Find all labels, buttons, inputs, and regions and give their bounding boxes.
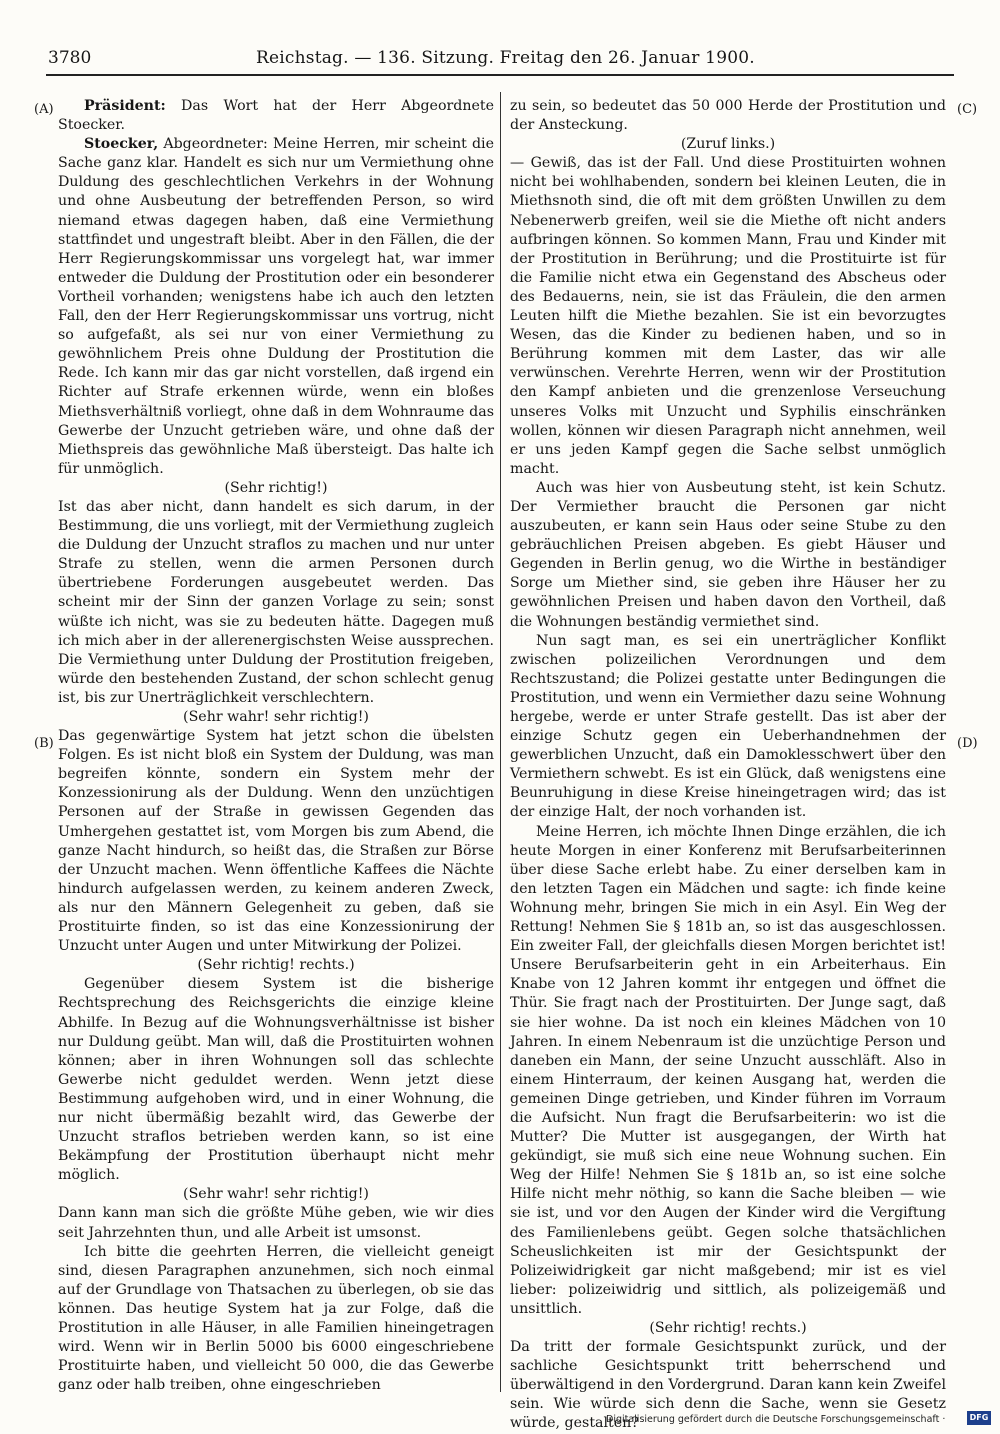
margin-mark-c: (C) bbox=[957, 102, 978, 117]
page-number: 3780 bbox=[48, 48, 92, 68]
interjection: (Sehr wahr! sehr richtig!) bbox=[183, 709, 369, 725]
dfg-logo: DFG bbox=[967, 1411, 991, 1425]
paragraph: Das gegenwärtige System hat jetzt schon die übelsten Folgen. Es ist nicht bloß ein System der Duldung, was man begreifen könnte, sondern ein System mehr der Konzessionirung als der Duldung. Wenn den unzüchtigen Personen auf der Straße in gewissen Gegenden das Umhergehen gestattet ist, vom Morgen bis zum Abend, die ganze Nacht hindurch, so heißt das, die Straßen zur Börse der Unzucht machen. Wenn öffentliche Kaffees die Nächte hindurch aufgelassen werden, zu keinem anderen Zweck, als nur den Männern Gelegenheit zu geben, daß sie Prostituirte finden, so ist das eine Konzessionirung der Unzucht unter Augen und unter Mitwirkung der Polizei. bbox=[58, 728, 494, 955]
margin-mark-a: (A) bbox=[34, 102, 54, 117]
paragraph bbox=[58, 135, 494, 479]
paragraph: Dann kann man sich die größte Mühe geben, wie wir dies seit Jahrzehnten thun, und alle Arbeit ist umsonst. bbox=[58, 1205, 494, 1241]
interjection: (Sehr richtig!) bbox=[224, 479, 328, 496]
margin-mark-b: (B) bbox=[34, 736, 54, 751]
speech-text: Das Wort hat der Herr Abgeordnete Stoecker. bbox=[58, 98, 494, 134]
interjection: (Sehr richtig! rechts.) bbox=[649, 1320, 807, 1336]
interjection: (Sehr richtig! rechts.) bbox=[197, 957, 355, 974]
paragraph: Auch was hier von Ausbeutung steht, ist kein Schutz. Der Vermiether braucht die Personen gar nicht auszubeuten, er kann sein Haus oder seine Stube zu den gebräuchlichen Preisen abgeben. Es giebt Häuser und Gegenden in Berlin genug, wo die Wirthe in beständiger Sorge um Miether sind, sie geben ihre Häuser her zu gewöhnlichen Preisen und haben davon den Vortheil, daß die Wohnungen beständig vermiethet sind. bbox=[510, 479, 946, 630]
paragraph: Ich bitte die geehrten Herren, die vielleicht geneigt sind, diesen Paragraphen anzunehmen, sich noch einmal auf der Grundlage von Thatsachen zu überlegen, ob sie das können. Das heutige System hat ja zur Folge, daß die Prostitution in alle Häuser, in alle Familien hineingetragen wird. Wenn wir in Berlin 5000 bis 6000 eingeschriebene Prostituirte haben, und vielleicht 50 000, die das Gewerbe ganz oder halb treiben, ohne eingeschrieben bbox=[58, 1243, 494, 1394]
page-header bbox=[46, 44, 954, 76]
paragraph: — Gewiß, das ist der Fall. Und diese Prostituirten wohnen nicht bei wohlhabenden, sondern bei kleinen Leuten, die in Miethsnoth sind, die oft mit dem größten Unwillen zu dem Nebenerwerb greifen, weil sie die Miethe oft nicht anders aufbringen können. So kommen Mann, Frau und Kinder mit der Prostitution in Berührung; und die Prostituirte ist für die Familie nicht etwa ein Gegenstand des Abscheus oder des Bedauerns, nein, sie ist das Fräulein, die den armen Leuten hilft die Miethe bezahlen. Sie ist ein bevorzugtes Wesen, das die Kinder zu bedienen haben, und so in Berührung kommen mit dem Laster, das wir alle verwünschen. Verehrte Herren, wenn wir der Prostitution den Kampf anbieten und die grenzenlose Verseuchung unseres Volks mit Unzucht und Syphilis einschränken wollen, können wir diesen Paragraph nicht annehmen, weil er uns jeden Kampf gegen die Sache selbst unmöglich macht. bbox=[510, 155, 946, 477]
interjection: (Sehr wahr! sehr richtig!) bbox=[183, 1186, 369, 1203]
paragraph: zu sein, so bedeutet das 50 000 Herde der Prostitution und der Ansteckung. bbox=[510, 98, 946, 134]
digitization-credit: Digitalisierung gefördert durch die Deutsche Forschungsgemeinschaft · bbox=[606, 1414, 946, 1425]
paragraph: Gegenüber diesem System ist die bisherige Rechtsprechung des Reichsgerichts die einzige kleine Abhilfe. In Bezug auf die Wohnungsverhältnisse ist bisher nur Duldung geübt. Man will, daß die Prostituirten wohnen können; aber in ihren Wohnungen soll das schlechte Gewerbe nicht geduldet werden. Wenn jetzt diese Bestimmung aufgehoben wird, und in einer Wohnung, die nur nicht übermäßig bezahlt wird, das Gewerbe der Unzucht straflos betrieben werden kann, so ist eine Bekämpfung der Prostitution überhaupt nicht mehr möglich. bbox=[58, 976, 494, 1184]
margin-mark-d: (D) bbox=[957, 736, 978, 751]
paragraph: Meine Herren, ich möchte Ihnen Dinge erzählen, die ich heute Morgen in einer Konferenz mit Berufsarbeiterinnen über diese Sache erlebt habe. Zu einer derselben kam in den letzten Tagen ein Mädchen und sagte: ich finde keine Wohnung mehr, bringen Sie mich in ein Asyl. Ein Weg der Rettung! Nehmen Sie § 181b an, so ist das ausgeschlossen. Ein zweiter Fall, der gleichfalls diesen Morgen berichtet ist! Unsere Berufsarbeiterin geht in ein Arbeiterhaus. Ein Knabe von 12 Jahren kommt ihr entgegen und öffnet die Thür. Sie fragt nach der Prostituirten. Der Junge sagt, daß sie hier wohne. Da ist noch ein kleines Mädchen von 10 Jahren. In einem Nebenraum ist die unzüchtige Person und daneben ein Mann, der seine Unzucht ausschläft. Also in einem Hinterraum, der keinen Ausgang hat, werden die gemeinen Dinge getrieben, und Kinder führen im Vorraum die Aufsicht. Nun fragt die Berufsarbeiterin: wo ist die Mutter? Die Mutter ist ausgegangen, der Wirth hat gekündigt, sie muß sich eine neue Wohnung suchen. Ein Weg der Hilfe! Nehmen Sie § 181b an, so ist eine solche Hilfe nicht mehr nöthig, so kann die Sache bleiben — wie sie ist, und vor den Augen der Kinder wird die Vergiftung des Familienlebens geübt. Gegen solche thatsächlichen Scheuslichkeiten ist mir der Gesichtspunkt der Polizeiwidrigkeit gar nicht maßgebend; mir ist es viel lieber: polizeiwidrig und sittlich, als polizeigemäß und unsittlich. bbox=[510, 823, 946, 1317]
left-column bbox=[58, 97, 494, 1394]
speaker-name: Stoecker, bbox=[84, 136, 159, 153]
interjection: (Zuruf links.) bbox=[680, 136, 776, 153]
header-rule bbox=[46, 74, 954, 76]
running-title: Reichstag. — 136. Sitzung. Freitag den 26. Januar 1900. bbox=[256, 48, 755, 68]
column-divider bbox=[500, 92, 501, 1392]
paragraph: Ist das aber nicht, dann handelt es sich darum, in der Bestimmung, die uns vorliegt, mit der Vermiethung zugleich die Duldung der Unzucht straflos zu machen und nur unter Strafe zu stellen, wenn die armen Personen durch übertriebene Forderungen ausgebeutet werden. Das scheint mir der Sinn der ganzen Vorlage zu sein; sonst wüßte ich nicht, was sie zu bedeuten hätte. Dagegen muß ich mich aber in der allerenergischsten Weise aussprechen. Die Vermiethung unter Duldung der Prostitution freigeben, würde den bestehenden Zustand, der schon schlecht genug ist, bis zur Unerträglichkeit verschlechtern. bbox=[58, 498, 494, 706]
paragraph bbox=[58, 97, 494, 135]
paragraph: Nun sagt man, es sei ein unerträglicher Konflikt zwischen polizeilichen Verordnungen und dem Rechtszustand; die Polizei gestatte unter Bedingungen die Prostitution, und wenn ein Vermiether dazu seine Wohnung hergebe, werde er unter Strafe gestellt. Das ist aber der einzige Schutz gegen ein Ueberhandnehmen der gewerblichen Unzucht, daß ein Damoklesschwert über den Vermiethern schwebt. Es ist ein Glück, daß wenigstens eine Beunruhigung in diese Kreise hineingetragen wird; das ist der einzige Halt, der noch vorhanden ist. bbox=[510, 632, 946, 821]
speaker-name: Präsident: bbox=[84, 98, 166, 114]
speech-text: Abgeordneter: Meine Herren, mir scheint die Sache ganz klar. Handelt es sich nur um Vermiethung ohne Duldung des geschlechtlichen Verkehrs in der Wohnung und ohne Ausbeutung der betreffenden Person, so wird niemand etwas dagegen haben, daß eine Vermiethung stattfindet und ungestraft bleibt. Aber in den Fällen, die der Herr Regierungskommissar uns vorgelegt hat, war immer entweder die Duldung der Prostitution oder ein besonderer Vortheil vorhanden; wenigstens habe ich auch den letzten Fall, den der Herr Regierungskommissar uns vortrug, nicht so aufgefaßt, als sei nur von einer Vermiethung zu gewöhnlichem Preis ohne Duldung der Prostitution die Rede. Ich kann mir das gar nicht vorstellen, daß irgend ein Richter auf Strafe erkennen würde, wenn ein bloßes Miethsverhältniß vorliegt, ohne daß in dem Wohnraume das Gewerbe der Unzucht getrieben wäre, und ohne daß der Miethspreis das gewöhnliche Maß übersteigt. Das halte ich für unmöglich. bbox=[58, 136, 494, 477]
paragraph: Da tritt der formale Gesichtspunkt zurück, und der sachliche Gesichtspunkt tritt beherrschend und überwältigend in den Vordergrund. Daran kann kein Zweifel sein. Wie würde sich denn die Sache, wenn sie Gesetz würde, gestalten? bbox=[510, 1339, 946, 1432]
